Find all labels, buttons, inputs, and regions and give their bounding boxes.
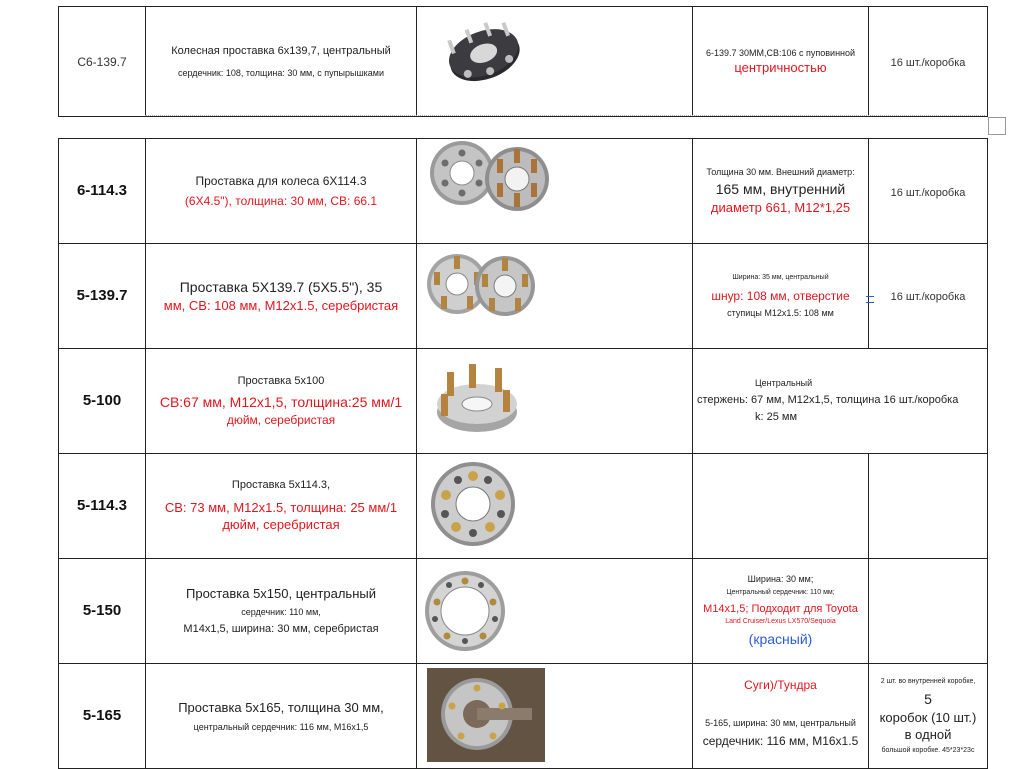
row-desc-cell xyxy=(146,349,417,454)
row-desc-cell xyxy=(146,244,417,349)
spec-line: Суги)/Тундра xyxy=(744,677,817,692)
desc-line: Колесная проставка 6х139,7, центральный xyxy=(171,45,391,57)
table-row xyxy=(59,664,988,769)
row-image-cell xyxy=(417,454,693,559)
wheel-spacer-pair-6-lug-icon xyxy=(417,139,692,243)
spec-line: k: 25 мм xyxy=(755,411,798,424)
wheel-spacer-mounted-hub-icon xyxy=(417,664,692,768)
desc-line: дюйм, серебристая xyxy=(226,412,336,427)
row-code-cell xyxy=(59,664,146,769)
row-image-cell xyxy=(417,7,693,117)
row-image-cell xyxy=(417,664,693,769)
wheel-spacer-gold-studs-icon xyxy=(417,454,692,558)
desc-line-text: сердечник: 108, толщина: 30 мм, с пупырышками xyxy=(177,67,385,78)
row-pack-cell xyxy=(869,7,988,117)
spacer-table-main xyxy=(58,138,988,769)
row-code-cell xyxy=(59,349,146,454)
spec-line: Land Cruiser/Lexus LX570/Sequoia xyxy=(725,617,836,625)
row-desc-cell xyxy=(146,7,417,117)
pack-line: большой коробке. 45*23*23с xyxy=(881,746,975,754)
desc-line: мм, CB: 108 мм, M12x1.5, серебристая xyxy=(163,297,399,313)
row-image-cell xyxy=(417,139,693,244)
spec-line: 6-139.7 30MM,CB:106 с пуповинной xyxy=(705,47,856,58)
spec-line: Толщина 30 мм. Внешний диаметр: xyxy=(706,166,855,177)
wheel-spacer-flat-5-lug-icon xyxy=(417,559,692,663)
pack-line: 5 xyxy=(924,691,932,707)
row-image-cell xyxy=(417,559,693,664)
desc-line: Проставка 5x114.3, xyxy=(231,479,331,492)
spec-line: Ширина: 30 мм; xyxy=(747,574,814,585)
row-code-cell xyxy=(59,244,146,349)
desc-line: Проставка 5X139.7 (5X5.5"), 35 xyxy=(179,278,383,295)
pack-line: 2 шт. во внутренней коробке, xyxy=(880,677,976,685)
table-row xyxy=(59,7,988,117)
product-code: 5-165 xyxy=(82,707,122,724)
table-row xyxy=(59,139,988,244)
row-code-cell xyxy=(59,7,146,117)
row-desc-cell xyxy=(146,454,417,559)
row-pack-cell xyxy=(869,559,988,664)
row-spec-cell xyxy=(693,349,988,454)
wheel-spacer-black-6-lug-icon xyxy=(417,7,692,116)
row-spec-cell xyxy=(693,244,869,349)
table-row xyxy=(59,244,988,349)
spacer-table-top xyxy=(58,6,988,117)
row-code-cell xyxy=(59,559,146,664)
desc-line: Проставка 5x150, центральный xyxy=(186,585,376,601)
product-code: 5-150 xyxy=(82,602,122,619)
desc-line: M14x1,5, ширина: 30 мм, серебристая xyxy=(183,623,379,636)
row-desc-cell xyxy=(146,559,417,664)
row-spec-cell xyxy=(693,7,869,117)
spec-line: 5-165, ширина: 30 мм, центральный xyxy=(705,717,856,728)
desc-line xyxy=(150,67,412,79)
table-row xyxy=(59,349,988,454)
spec-line: Ширина: 35 мм, центральный xyxy=(732,273,829,281)
spec-line: ступицы M12x1.5: 108 мм xyxy=(727,308,834,319)
spec-line: Центральный сердечник: 110 мм; xyxy=(726,589,835,597)
spec-line: 165 мм, внутренний xyxy=(715,180,846,197)
desc-line: Проставка для колеса 6X114.3 xyxy=(195,173,367,188)
spec-line: (красный) xyxy=(748,630,813,647)
pack-line: в одной xyxy=(904,727,952,743)
wheel-spacer-single-5-lug-icon xyxy=(417,349,692,453)
row-spec-cell xyxy=(693,139,869,244)
row-spec-cell xyxy=(693,664,869,769)
row-pack-cell xyxy=(869,664,988,769)
spec-line: центричностью xyxy=(734,59,827,75)
row-code-cell xyxy=(59,139,146,244)
product-code: 5-139.7 xyxy=(76,287,128,304)
table-row xyxy=(59,454,988,559)
desc-line: сердечник: 110 мм, xyxy=(241,607,321,618)
row-image-cell xyxy=(417,349,693,454)
pack-qty: 16 шт./коробка xyxy=(890,187,966,199)
spec-line: диаметр 661, M12*1,25 xyxy=(710,199,851,215)
desc-line: центральный сердечник: 116 мм, M16x1,5 xyxy=(193,721,369,732)
equals-mark xyxy=(866,296,874,303)
desc-line: дюйм, серебристая xyxy=(222,517,340,533)
product-code: 5-114.3 xyxy=(76,497,128,514)
pack-qty: 16 шт./коробка xyxy=(890,291,966,303)
spec-line: шнур: 108 мм, отверстие xyxy=(711,289,850,304)
product-code: 5-100 xyxy=(82,392,122,409)
pack-line: коробок (10 шт.) xyxy=(879,709,977,725)
spec-line: M14x1,5; Подходит для Toyota xyxy=(703,602,858,615)
desc-line: Проставка 5x165, толщина 30 мм, xyxy=(178,700,384,716)
row-code-cell xyxy=(59,454,146,559)
product-code: C6-139.7 xyxy=(77,54,127,69)
row-pack-cell xyxy=(869,454,988,559)
row-desc-cell xyxy=(146,139,417,244)
row-spec-cell xyxy=(693,559,869,664)
desc-line: CB: 73 мм, M12x1.5, толщина: 25 мм/1 xyxy=(164,499,398,515)
row-pack-cell xyxy=(869,244,988,349)
desc-line: (6X4.5"), толщина: 30 мм, CB: 66.1 xyxy=(184,194,378,208)
row-spec-cell xyxy=(693,454,869,559)
spec-line: сердечник: 116 мм, M16x1.5 xyxy=(702,734,859,749)
desc-line: CB:67 мм, M12x1,5, толщина:25 мм/1 xyxy=(159,393,403,410)
table-resize-handle[interactable] xyxy=(988,117,1006,135)
pack-qty: 16 шт./коробка xyxy=(890,56,966,69)
spec-line: стержень: 67 мм, M12x1,5, толщина 16 шт./коробка xyxy=(697,394,959,407)
desc-line: Проставка 5x100 xyxy=(237,375,325,388)
row-image-cell xyxy=(417,244,693,349)
wheel-spacer-pair-5-lug-icon xyxy=(417,244,692,348)
spec-line: Центральный xyxy=(755,378,813,389)
product-code: 6-114.3 xyxy=(76,182,128,199)
table-row xyxy=(59,559,988,664)
page-break-line xyxy=(145,115,985,116)
row-pack-cell xyxy=(869,139,988,244)
row-desc-cell xyxy=(146,664,417,769)
